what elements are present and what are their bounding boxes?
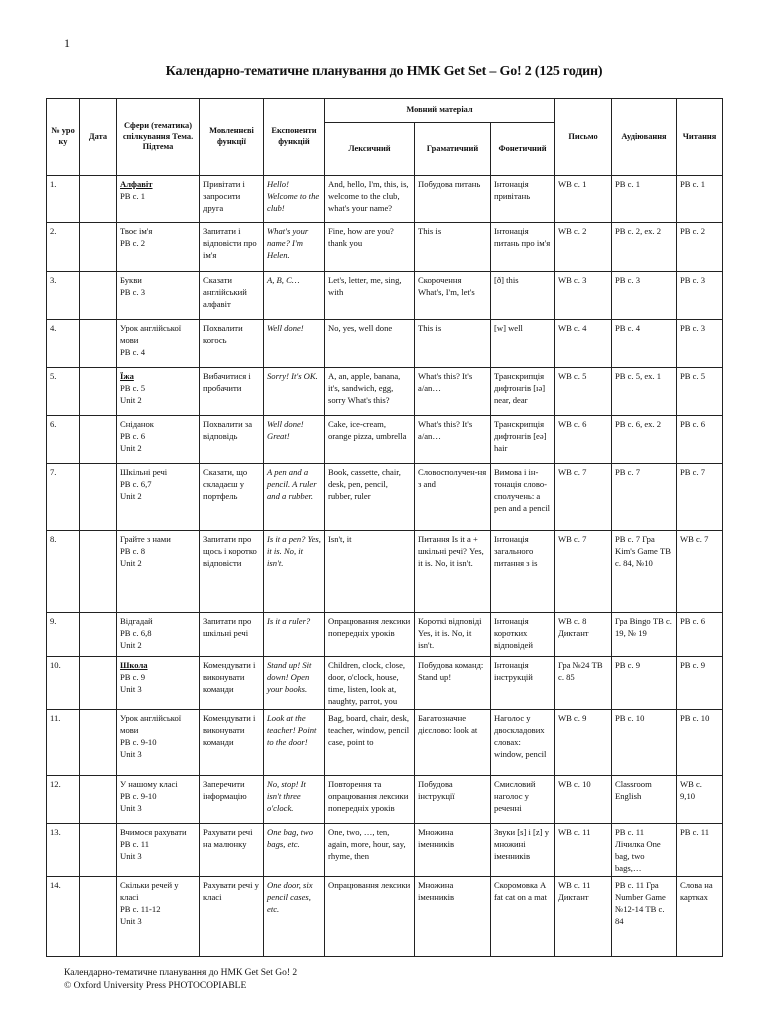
speech-function: Запитати і відповісти про ім'я (200, 223, 264, 272)
reading-task: PB c. 9 (677, 657, 723, 710)
lexical-material: Повторення та опрацювання лексики попередніх уроків (325, 776, 415, 824)
header-reading: Читання (677, 99, 723, 176)
phonetic-material: Смисловий наголос у реченні (491, 776, 555, 824)
lesson-topic (117, 657, 200, 710)
topic-line: PB c. 1 (120, 191, 146, 202)
table-row (47, 320, 723, 368)
table-row (47, 416, 723, 464)
lesson-date (80, 320, 117, 368)
grammar-material: Скорочення What's, I'm, let's (415, 272, 491, 320)
lesson-date (80, 776, 117, 824)
header-num: № уро ку (47, 99, 80, 176)
topic-line: Вчимося рахувати (120, 827, 187, 838)
lesson-topic (117, 272, 200, 320)
speech-function: Похвалити за відповідь (200, 416, 264, 464)
grammar-material: Множина іменників (415, 824, 491, 877)
reading-task: PB c. 11 (677, 824, 723, 877)
lesson-plan-table (46, 98, 723, 957)
topic-line: Unit 2 (120, 443, 142, 454)
writing-task: WB c. 1 (555, 176, 612, 223)
topic-title: Школа (120, 660, 148, 670)
lesson-number: 14. (47, 877, 80, 957)
speech-function: Запитати про щось і коротко відповісти (200, 531, 264, 613)
phonetic-material: Скоромовка A fat cat on a mat (491, 877, 555, 957)
lexical-material: And, hello, I'm, this, is, welcome to the club, what's your name? (325, 176, 415, 223)
grammar-material: Словосполучен-ня з and (415, 464, 491, 531)
topic-title: Алфавіт (120, 179, 153, 189)
table-row (47, 613, 723, 657)
lexical-material: Isn't, it (325, 531, 415, 613)
table-row (47, 272, 723, 320)
lesson-topic (117, 776, 200, 824)
speech-function: Сказати англійський алфавіт (200, 272, 264, 320)
lexical-material: Fine, how are you? thank you (325, 223, 415, 272)
reading-task: PB c. 2 (677, 223, 723, 272)
phonetic-material: Звуки [s] і [z] у множині іменників (491, 824, 555, 877)
page-number: 1 (64, 36, 70, 50)
lesson-date (80, 464, 117, 531)
speech-function: Вибачитися і пробачити (200, 368, 264, 416)
lesson-topic (117, 613, 200, 657)
table-row (47, 176, 723, 223)
lexical-material: Bag, board, chair, desk, teacher, window, pencil case, point to (325, 710, 415, 776)
header-speech-functions: Мовленнєві функції (200, 99, 264, 176)
table-row (47, 531, 723, 613)
topic-line: PB c. 4 (120, 347, 146, 358)
header-lexical: Лексичний (325, 123, 415, 176)
lesson-date (80, 824, 117, 877)
writing-task: WB c. 3 (555, 272, 612, 320)
grammar-material: This is (415, 320, 491, 368)
phonetic-material: Інтонація інструкцій (491, 657, 555, 710)
topic-line: Скільки речей у класі (120, 880, 179, 903)
footer (64, 967, 297, 994)
listening-task: PB c. 7 Гра Kim's Game ТВ с. 84, №10 (612, 531, 677, 613)
function-exponents: No, stop! It isn't three o'clock. (264, 776, 325, 824)
listening-task: PB c. 9 (612, 657, 677, 710)
topic-line: Unit 3 (120, 684, 142, 695)
lexical-material: Опрацювання лексики попередніх уроків (325, 613, 415, 657)
table-row (47, 657, 723, 710)
grammar-material: Побудова інструкції (415, 776, 491, 824)
listening-task: PB c. 11 Гра Number Game №12-14 ТВ с. 84 (612, 877, 677, 957)
lexical-material: Book, cassette, chair, desk, pen, pencil, rubber, ruler (325, 464, 415, 531)
lesson-date (80, 877, 117, 957)
lesson-date (80, 710, 117, 776)
header-phonetic: Фонетичний (491, 123, 555, 176)
lesson-number: 6. (47, 416, 80, 464)
listening-task: PB c. 1 (612, 176, 677, 223)
writing-task: WB c. 2 (555, 223, 612, 272)
lesson-date (80, 657, 117, 710)
listening-task: Classroom English (612, 776, 677, 824)
lexical-material: One, two, …, ten, again, more, hour, say, rhyme, then (325, 824, 415, 877)
topic-line: Unit 3 (120, 916, 142, 927)
function-exponents: Is it a ruler? (264, 613, 325, 657)
function-exponents: Well done! Great! (264, 416, 325, 464)
header-grammar: Граматичний (415, 123, 491, 176)
listening-task: PB c. 4 (612, 320, 677, 368)
phonetic-material: Інтонація привітань (491, 176, 555, 223)
grammar-material: Питання Is it a + шкільні речі? Yes, it is. No, it isn't. (415, 531, 491, 613)
table-row (47, 710, 723, 776)
listening-task: PB c. 2, ex. 2 (612, 223, 677, 272)
speech-function: Запитати про шкільні речі (200, 613, 264, 657)
lesson-number: 7. (47, 464, 80, 531)
reading-task: PB c. 1 (677, 176, 723, 223)
lesson-topic (117, 320, 200, 368)
topic-line: PB c. 6,8 (120, 628, 152, 639)
phonetic-material: Інтонація питань про ім'я (491, 223, 555, 272)
topic-line: Unit 2 (120, 491, 142, 502)
topic-line: Сніданок (120, 419, 154, 429)
lesson-topic (117, 877, 200, 957)
topic-line: Урок англійської мови (120, 713, 182, 736)
writing-task: WB c. 9 (555, 710, 612, 776)
topic-line: Unit 2 (120, 640, 142, 651)
table-row (47, 824, 723, 877)
lexical-material: Опрацювання лексики (325, 877, 415, 957)
header-listening: Аудіювання (612, 99, 677, 176)
writing-task: WB c. 8 Диктант (555, 613, 612, 657)
lesson-topic (117, 710, 200, 776)
phonetic-material: Наголос у двоскладових словах: window, pencil (491, 710, 555, 776)
grammar-material: This is (415, 223, 491, 272)
header-date: Дата (80, 99, 117, 176)
lesson-number: 3. (47, 272, 80, 320)
lesson-date (80, 223, 117, 272)
topic-line: PB c. 8 (120, 546, 146, 557)
reading-task: PB c. 7 (677, 464, 723, 531)
reading-task: WB c. 9,10 (677, 776, 723, 824)
table-row (47, 223, 723, 272)
phonetic-material: Транскрипція дифтонгів [ɪə] near, dear (491, 368, 555, 416)
table-row (47, 368, 723, 416)
lesson-number: 4. (47, 320, 80, 368)
reading-task: PB c. 3 (677, 320, 723, 368)
lesson-date (80, 272, 117, 320)
lesson-date (80, 531, 117, 613)
topic-line: Урок англійської мови (120, 323, 182, 346)
phonetic-material: [w] well (491, 320, 555, 368)
topic-line: PB c. 6,7 (120, 479, 152, 490)
topic-line: PB c. 9 (120, 672, 146, 683)
grammar-material: Побудова питань (415, 176, 491, 223)
header-topic: Сфери (тематика) спілкування Тема. Підтема (117, 99, 200, 176)
listening-task: PB c. 3 (612, 272, 677, 320)
lesson-date (80, 613, 117, 657)
grammar-material: What's this? It's a/an… (415, 368, 491, 416)
phonetic-material: [ð] this (491, 272, 555, 320)
reading-task: PB c. 10 (677, 710, 723, 776)
grammar-material: Багатозначне дієслово: look at (415, 710, 491, 776)
writing-task: WB c. 6 (555, 416, 612, 464)
speech-function: Заперечити інформацію (200, 776, 264, 824)
function-exponents: Hello! Welcome to the club! (264, 176, 325, 223)
reading-task: Слова на картках (677, 877, 723, 957)
speech-function: Рахувати речі на малюнку (200, 824, 264, 877)
lesson-number: 9. (47, 613, 80, 657)
topic-line: Відгадай (120, 616, 153, 626)
lexical-material: Cake, ice-cream, orange pizza, umbrella (325, 416, 415, 464)
speech-function: Сказати, що складаєш у портфель (200, 464, 264, 531)
function-exponents: A pen and a pencil. A ruler and a rubber. (264, 464, 325, 531)
writing-task: WB c. 4 (555, 320, 612, 368)
lexical-material: Children, clock, close, door, o'clock, house, time, listen, look at, naughty, parrot, you (325, 657, 415, 710)
topic-line: PB c. 9-10 (120, 737, 157, 748)
lexical-material: A, an, apple, banana, it's, sandwich, egg, sorry What's this? (325, 368, 415, 416)
phonetic-material: Транскрипція дифтонгів [eə] hair (491, 416, 555, 464)
grammar-material: Побудова команд: Stand up! (415, 657, 491, 710)
topic-line: Грайте з нами (120, 534, 171, 544)
speech-function: Рахувати речі у класі (200, 877, 264, 957)
lesson-topic (117, 464, 200, 531)
function-exponents: Stand up! Sit down! Open your books. (264, 657, 325, 710)
lesson-topic (117, 368, 200, 416)
lesson-number: 1. (47, 176, 80, 223)
table-row (47, 464, 723, 531)
lesson-date (80, 176, 117, 223)
reading-task: PB c. 5 (677, 368, 723, 416)
phonetic-material: Вимова і ін-тонація слово-сполучень: a pen and a pencil (491, 464, 555, 531)
function-exponents: A, B, C… (264, 272, 325, 320)
topic-line: PB c. 11-12 (120, 904, 161, 915)
function-exponents: Well done! (264, 320, 325, 368)
writing-task: WB c. 11 Диктант (555, 877, 612, 957)
lesson-topic (117, 824, 200, 877)
topic-line: Шкільні речі (120, 467, 168, 477)
topic-line: PB c. 3 (120, 287, 146, 298)
lesson-number: 2. (47, 223, 80, 272)
reading-task: PB c. 6 (677, 416, 723, 464)
lesson-number: 10. (47, 657, 80, 710)
writing-task: Гра №24 ТВ с. 85 (555, 657, 612, 710)
function-exponents: One door, six pencil cases, etc. (264, 877, 325, 957)
table-body (47, 176, 723, 957)
grammar-material: Короткі відповіді Yes, it is. No, it isn't. (415, 613, 491, 657)
writing-task: WB c. 7 (555, 464, 612, 531)
listening-task: PB c. 5, ex. 1 (612, 368, 677, 416)
writing-task: WB c. 10 (555, 776, 612, 824)
listening-task: PB c. 7 (612, 464, 677, 531)
lesson-number: 8. (47, 531, 80, 613)
function-exponents: One bag, two bags, etc. (264, 824, 325, 877)
header-exponents: Експоненти функцій (264, 99, 325, 176)
function-exponents: Look at the teacher! Point to the door! (264, 710, 325, 776)
footer-copyright: © Oxford University Press PHOTOCOPIABLE (64, 981, 247, 992)
phonetic-material: Інтонація загального питання з is (491, 531, 555, 613)
reading-task: PB c. 6 (677, 613, 723, 657)
lesson-number: 5. (47, 368, 80, 416)
lesson-number: 13. (47, 824, 80, 877)
listening-task: PB c. 11 Лічилка One bag, two bags,… (612, 824, 677, 877)
function-exponents: What's your name? I'm Helen. (264, 223, 325, 272)
topic-line: Unit 3 (120, 803, 142, 814)
header-language-material: Мовний матеріал (325, 99, 555, 123)
topic-line: Букви (120, 275, 142, 285)
phonetic-material: Інтонація коротких відповідей (491, 613, 555, 657)
lesson-topic (117, 176, 200, 223)
lesson-topic (117, 531, 200, 613)
lesson-topic (117, 416, 200, 464)
topic-line: Unit 3 (120, 851, 142, 862)
writing-task: WB c. 5 (555, 368, 612, 416)
function-exponents: Sorry! It's OK. (264, 368, 325, 416)
topic-line: PB c. 11 (120, 839, 150, 850)
document-title: Календарно-тематичне планування до НМК Get Set – Go! 2 (125 годин) (165, 64, 603, 79)
writing-task: WB c. 11 (555, 824, 612, 877)
topic-line: PB c. 5 (120, 383, 146, 394)
lexical-material: No, yes, well done (325, 320, 415, 368)
grammar-material: What's this? It's a/an… (415, 416, 491, 464)
topic-line: PB c. 6 (120, 431, 146, 442)
topic-line: Твоє ім'я (120, 226, 153, 236)
function-exponents: Is it a pen? Yes, it is. No, it isn't. (264, 531, 325, 613)
speech-function: Комендувати і виконувати команди (200, 657, 264, 710)
speech-function: Комендувати і виконувати команди (200, 710, 264, 776)
topic-line: У нашому класі (120, 779, 178, 790)
table-row (47, 776, 723, 824)
topic-line: PB c. 9-10 (120, 791, 157, 802)
listening-task: PB c. 10 (612, 710, 677, 776)
listening-task: Гра Bingo ТВ с. 19, № 19 (612, 613, 677, 657)
lesson-date (80, 368, 117, 416)
header-writing: Письмо (555, 99, 612, 176)
writing-task: WB c. 7 (555, 531, 612, 613)
grammar-material: Множина іменників (415, 877, 491, 957)
speech-function: Привітати і запросити друга (200, 176, 264, 223)
topic-line: PB c. 2 (120, 238, 146, 249)
lexical-material: Let's, letter, me, sing, with (325, 272, 415, 320)
reading-task: PB c. 3 (677, 272, 723, 320)
topic-line: Unit 3 (120, 749, 142, 760)
lesson-number: 12. (47, 776, 80, 824)
topic-title: Їжа (120, 371, 134, 381)
lesson-number: 11. (47, 710, 80, 776)
footer-line-1: Календарно-тематичне планування до НМК Get Set Go! 2 (64, 968, 298, 978)
lesson-topic (117, 223, 200, 272)
topic-line: Unit 2 (120, 395, 142, 406)
topic-line: Unit 2 (120, 558, 142, 569)
listening-task: PB c. 6, ex. 2 (612, 416, 677, 464)
lesson-date (80, 416, 117, 464)
speech-function: Похвалити когось (200, 320, 264, 368)
reading-task: WB c. 7 (677, 531, 723, 613)
table-row (47, 877, 723, 957)
